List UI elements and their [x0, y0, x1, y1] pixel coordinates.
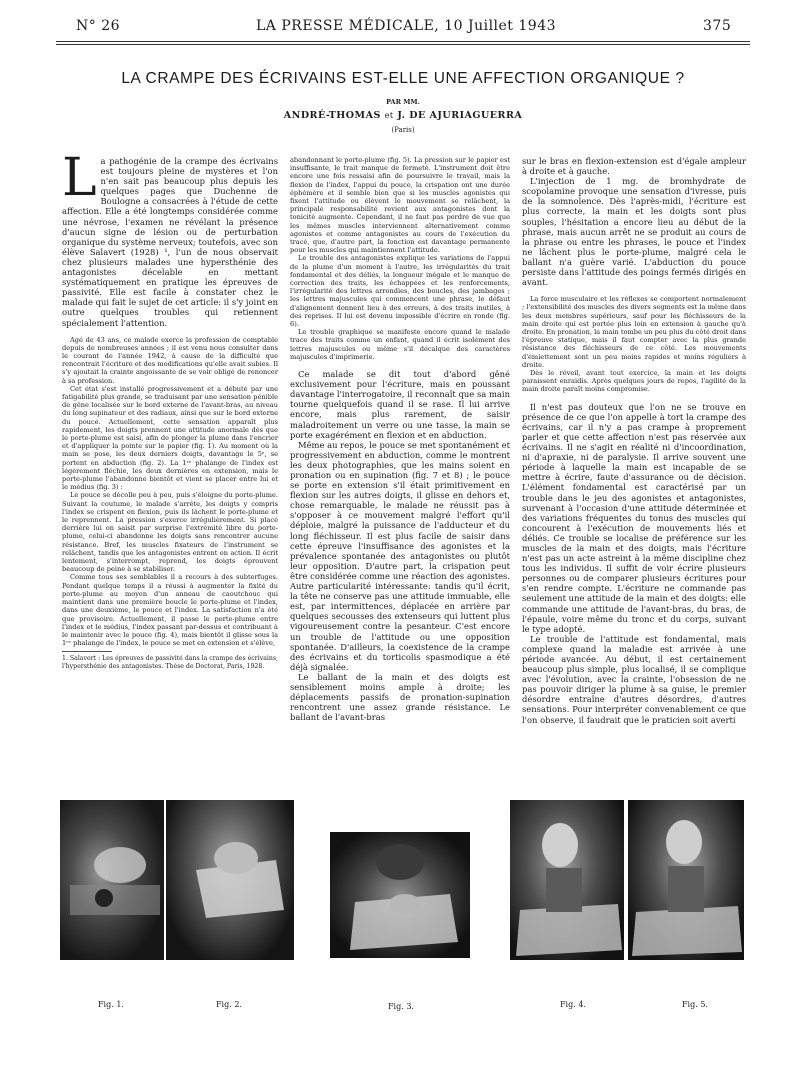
- paragraph: Dès le réveil, avant tout exercice, la main et les doigts paraissent enraidis. Après quelques jours de repos, l'agilité de la main droite paraît moins compromise.: [522, 369, 746, 394]
- paragraph: La force musculaire et les réflexes se comportent normalement ; l'extensibilité des muscles des divers segments est la même dans les deux membres supérieurs, sauf pour les fléchisseurs de la main droite qui est portée plus loin en extension à gauche qu'à droite. En pronation, la main tombe un peu plus du côté droit dans l'épreuve statique, mais il faut compter avec la plus grande résistance des fléchisseurs de ce côté. Les mouvements d'émiettement sont un peu moins rapides et moins réguliers à droite.: [522, 295, 746, 369]
- writer-at-desk-illustration: [330, 832, 470, 958]
- paragraph: Comme tous ses semblables il a recours à des subterfuges. Pendant quelque temps il a réussi à augmenter la fixité du porte-plume au moyen d'un anneau de caoutchouc qui maintient dans une première boucle le porte-plume et l'index, dans une deuxième, le pouce et l'index. La satisfaction n'a été que provisoire. Actuellement, il passe le porte-plume entre l'index et le médius, l'index passant par-dessus et contribuant à le maintenir avec le pouce (fig. 4), mais bientôt il glisse sous la 1ʳᵉ phalange de l'index, le pouce se met en extension et s'élève,: [62, 573, 278, 648]
- figure-2-photo: [166, 800, 294, 960]
- issue-number: N° 26: [76, 18, 121, 34]
- figure-4-caption: Fig. 4.: [560, 1000, 586, 1009]
- figure-5-caption: Fig. 5.: [682, 1000, 708, 1009]
- header-rule-2: [56, 44, 750, 45]
- paragraph: abandonnant le porte-plume (fig. 5). La pression sur le papier est insuffisante, le trait manque de fermeté. L'instrument doit être encore une fois ressaisi afin de poursuivre le travail, mais la flexion de l'index, l'appui du pouce, la crispation ont une durée éphémère et il semble bien que si les muscles agonistes qui fixent l'attitude ou élèvent le mouvement se relâchent, la principale responsabilité revient aux antagonistes dont la tonicité augmente. Cependant, il ne faut pas perdre de vue que les mêmes muscles interviennent alternativement comme agonistes et comme antagonistes au cours de l'exécution du tracé, que, d'autre part, la fonction est davantage permanente pour les muscles qui maintiennent l'attitude.: [290, 156, 510, 255]
- figure-3-caption: Fig. 3.: [388, 1002, 414, 1011]
- drop-cap: L: [62, 156, 97, 208]
- column-2: [290, 156, 510, 788]
- hand-writing-illustration: [60, 800, 164, 960]
- paragraph: Cet état s'est installé progressivement et a débuté par une fatigabilité plus grande, se traduisant par une sensation pénible de gêne localisée sur le bord externe de l'avant-bras, au niveau du long supinateur et des radiaux, ainsi que sur le bord externe du pouce. Actuellement, cette sensation apparaît plus rapidement, les doigts prennent une attitude anormale dès que le porte-plume est saisi, afin de plonger la plume dans l'encrier et d'appliquer la pointe sur le papier (fig. 1). Au moment où la main se pose, les deux derniers doigts, davantage le 5ᵉ, se portent en abduction (fig. 2). La 1ʳᵉ phalange de l'index est légèrement fléchie, les deux dernières en extension, mais le porte-plume l'abandonne bientôt et vient se placer entre lui et le médius (fig. 3) :: [62, 384, 278, 492]
- figure-1-photo: [60, 800, 164, 960]
- paragraph: Ce malade se dit tout d'abord gêné exclusivement pour l'écriture, mais en poussant davantage l'interrogatoire, il reconnaît que sa main tourne quelquefois quand il se rase. Il lui arrive encore, mais plus rarement, de saisir maladroitement un verre ou une tasse, la main se porte exagérément en flexion et en abduction.: [290, 369, 510, 440]
- figure-2-caption: Fig. 2.: [216, 1000, 242, 1009]
- column-1: [62, 156, 278, 788]
- paragraph: Il n'est pas douteux que l'on ne se trouve en présence de ce que l'on appelle à tort la crampe des écrivains, car il n'y a pas crampe à proprement parler et que cette affection n'est pas réservée aux écrivains. Il ne s'agit en réalité ni d'incoordination, ni d'apraxie, ni de paralysie. Il arrive souvent une période à laquelle la main est incapable de se mettre à écrire, faute d'assurance ou de décision. L'élément fondamental est caractérisé par un trouble dans le jeu des agonistes et antagonistes, survenant à l'occasion d'une attitude déterminée et des variations fréquentes du tonus des muscles qui concourent à l'exécution de mouvements liés et déliés. Ce trouble se localise de préférence sur les muscles de la main et des doigts, mais l'écriture n'est pas un acte astreint à la même discipline chez tous les individus. Il suffit de voir écrire plusieurs personnes ou de comparer plusieurs écritures pour s'en rendre compte. L'écriture ne commande pas seulement une attitude de la main et des doigts: elle commande une attitude de l'avant-bras, du bras, de l'épaule, voire même du tronc et du corps, suivant le type adopté.: [522, 401, 746, 634]
- column-3: [522, 156, 746, 788]
- figure-1-caption: Fig. 1.: [98, 1000, 124, 1009]
- author-city: (Paris): [391, 126, 415, 134]
- intro-text: a pathogénie de la crampe des écrivains est toujours pleine de mystères et l'on n'en sait pas beaucoup plus depuis les quelques pages que Duchenne de Boulogne a consacrées à l'étude de cette affection. Elle a été longtemps considérée comme une névrose, l'examen ne révélant la présence d'aucun signe de lésion ou de perturbation organique du système nerveux; toutefois, avec son élève Salavert (1928) ¹, l'un de nous observait chez plusieurs malades une hypersthénie des antagonistes décelable en mettant systématiquement en pratique les épreuves de passivité. Elle est facile à constater chez le malade qui fait le sujet de cet article: il s'y joint en outre quelques troubles qui retiennent spécialement l'attention.: [62, 156, 278, 328]
- figure-3-photo: [330, 832, 470, 958]
- journal-title: LA PRESSE MÉDICALE, 10 Juillet 1943: [256, 18, 557, 34]
- author-1: ANDRÉ-THOMAS: [283, 110, 381, 121]
- footnote-rule: [62, 651, 112, 652]
- figure-4-photo: [510, 800, 624, 960]
- figure-5-photo: [628, 800, 744, 960]
- author-conjunction: et: [384, 111, 394, 120]
- paragraph: Le pouce se décolle peu à peu, puis s'éloigne du porte-plume. Suivant la coutume, le malade s'arrête, les doigts y compris l'index se crispent en flexion, puis ils lâchent le porte-plume et le reprennent. La pression s'exerce irrégulièrement. Si placé derrière lui on saisit par surprise l'extrémité libre du porte-plume, celui-ci abandonne les doigts sans rencontrer aucune résistance. Bref, les muscles fixateurs de l'instrument se relâchent, tandis que les antagonistes entrent en action. Il écrit lentement, s'interrompt, reprend, les doigts éprouvent beaucoup de peine à se stabiliser.: [62, 491, 278, 574]
- author-2: J. DE AJURIAGUERRA: [397, 110, 523, 121]
- article-title: LA CRAMPE DES ÉCRIVAINS EST-ELLE UNE AFFECTION ORGANIQUE ?: [121, 70, 685, 87]
- paragraph: Le trouble graphique se manifeste encore quand le malade trace des traits comme un enfant, quand il écrit isolément des lettres majuscules ou même s'il décalque des caractères majuscules d'imprimerie.: [290, 328, 510, 361]
- paragraph: Le trouble de l'attitude est fondamental, mais complexe quand la maladie est arrivée à une période avancée. Au début, il est certainement beaucoup plus simple, plus localisé, il se complique avec l'évolution, avec la crainte, l'obsession de ne pas pouvoir diriger la plume à sa guise, le premier désordre entraîne d'autres désordres, d'autres sensations. Pour interpréter convenablement ce que l'on observe, il faudrait que le praticien soit averti: [522, 633, 746, 725]
- intro-paragraph: [62, 156, 278, 328]
- writer-illustration: [510, 800, 624, 960]
- page-number: 375: [703, 18, 732, 34]
- paragraph: Le trouble des antagonistes explique les variations de l'appui de la plume d'un moment à l'autre, les irrégularités du trait fondamental et des déliés, la longueur inégale et le manque de correction des traits, les échappées et les renforcements, l'irrégularité des lettres arrondies, des boucles, des jambages ; les lettres majuscules qui commencent une phrase, le défaut d'alignement donnent lieu à des erreurs, à des traits inutiles, à des reprises. Il lui est devenu impossible d'écrire en ronde (fig. 6).: [290, 254, 510, 329]
- paragraph: sur le bras en flexion-extension est d'égale ampleur à droite et à gauche.: [522, 156, 746, 177]
- authors: [56, 110, 750, 121]
- header-rule: [56, 41, 750, 42]
- paragraph: Même au repos, le pouce se met spontanément et progressivement en abduction, comme le montrent les deux photographies, que les mains soient en pronation ou en supination (fig. 7 et 8) ; le pouce se porte en extension s'il était primitivement en flexion sur les autres doigts, il glisse en dehors et, chose remarquable, le malade ne réussit pas à s'opposer à ce mouvement malgré l'effort qu'il déploie, malgré la puissance de l'adducteur et du long fléchisseur. Il est plus facile de saisir dans cette épreuve l'insuffisance des agonistes et la prévalence spontanée des antagonistes ou plutôt leur opposition. D'autre part, la crispation peut être considérée comme une réaction des agonistes. Autre particularité intéressante: tandis qu'il écrit, la tête ne conserve pas une attitude immuable, elle est, par intermittences, déplacée en arrière par quelques secousses des extenseurs qui luttent plus vigoureusement contre la pesanteur. C'est encore un trouble de l'attitude ou une opposition spontanée. D'ailleurs, la coexistence de la crampe des écrivains et du torticolis spasmodique a été déjà signalée.: [290, 439, 510, 672]
- by-line-prefix: PAR MM.: [386, 98, 420, 106]
- paragraph: Agé de 43 ans, ce malade exerce la profession de comptable depuis de nombreuses années ; il est venu nous consulter dans le courant de l'année 1942, à cause de la difficulté que rencontrait l'écriture et des modifications qu'elle avait subies. Il s'y ajoutait la crainte angoissante de se voir obligé de renoncer à sa profession.: [62, 335, 278, 385]
- hand-writing-illustration: [166, 800, 294, 960]
- paragraph: Le ballant de la main et des doigts est sensiblement moins ample à droite; les déplacements passifs de pronation-supination rencontrent une assez grande résistance. Le ballant de l'avant-bras: [290, 671, 510, 723]
- paragraph: L'injection de 1 mg. de bromhydrate de scopolamine provoque une sensation d'ivresse, puis de la somnolence. Dès l'après-midi, l'écriture est plus correcte, la main et les doigts sont plus souples, l'hésitation a encore lieu au début de la phrase, mais aucun arrêt ne se produit au cours de la phrase ou entre les phrases, le pouce et l'index ne lâchent plus le porte-plume, malgré cela le ballant n'a guère varié. L'abduction du pouce persiste dans l'attitude des poings fermés dirigés en avant.: [522, 176, 746, 288]
- writer-illustration: [628, 800, 744, 960]
- footnote: 1. Salavert : Les épreuves de passivité dans la crampe des écrivains, l'hypersthénie des antagonistes. Thèse de Doctorat, Paris, 1928.: [62, 655, 278, 670]
